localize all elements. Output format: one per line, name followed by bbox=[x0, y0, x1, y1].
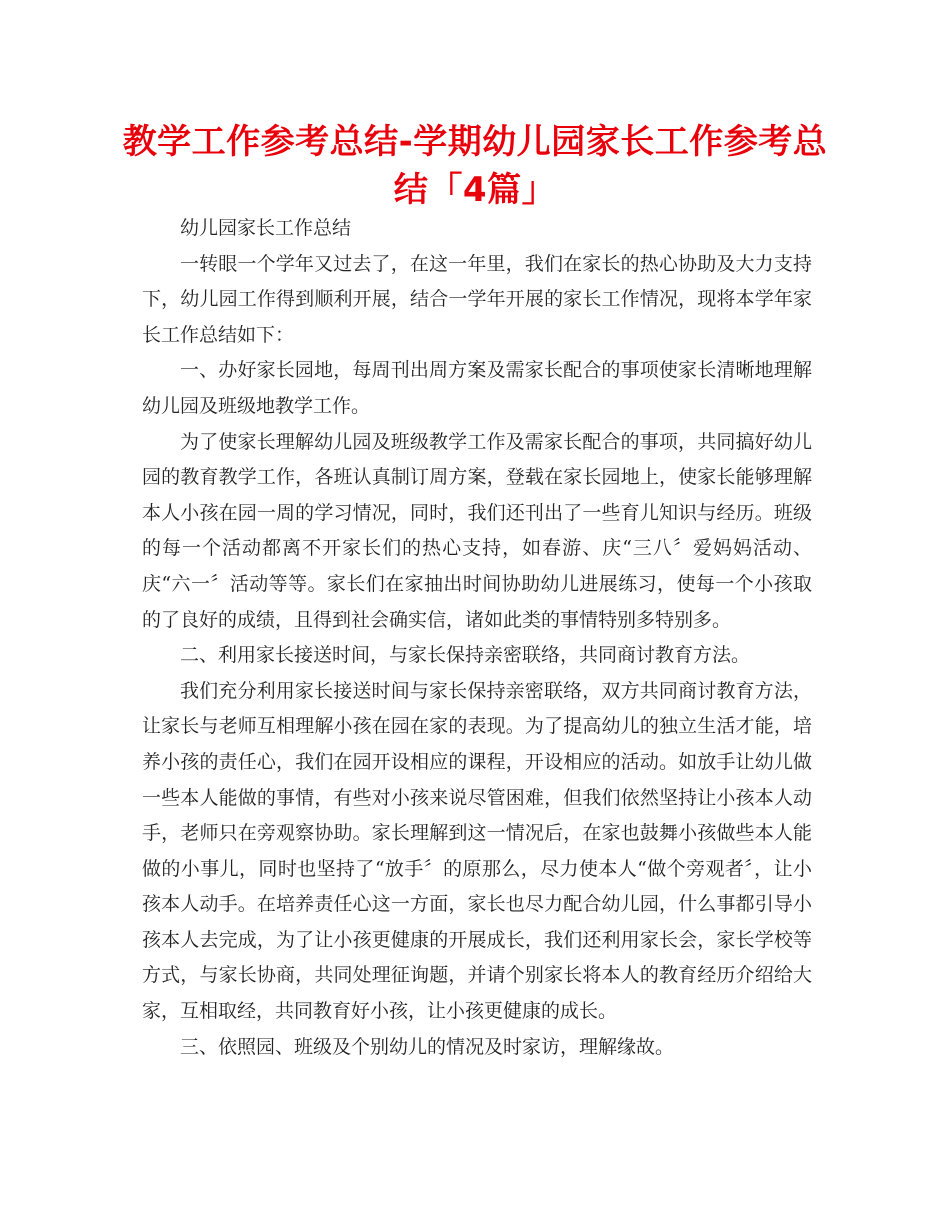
paragraph-point-two: 二、利用家长接送时间，与家长保持亲密联络，共同商讨教育方法。 bbox=[180, 644, 751, 667]
paragraph-intro: 一转眼一个学年又过去了，在这一年里，我们在家长的热心协助及大力支持下，幼儿园工作得到顺利开展，结合一学年开展的家长工作情况，现将本学年家长工作总结如下： bbox=[142, 252, 812, 346]
document-title: 教学工作参考总结-学期幼儿园家长工作参考总结「4篇」 bbox=[122, 122, 828, 210]
section-heading: 幼儿园家长工作总结 bbox=[180, 217, 352, 239]
document-body bbox=[142, 211, 812, 1065]
paragraph-point-one-detail: 为了使家长理解幼儿园及班级教学工作及需家长配合的事项，共同搞好幼儿园的教育教学工作，各班认真制订周方案，登载在家长园地上，使家长能够理解本人小孩在园一周的学习情况，同时，我们还刊出了一些育儿知识与经历。班级的每一个活动都离不开家长们的热心支持，如春游、庆“三八〞爱妈妈活动、庆“六一〞活动等等。家长们在家抽出时间协助幼儿进展练习，使每一个小孩取的了良好的成绩，且得到社会确实信，诸如此类的事情特别多特别多。 bbox=[142, 430, 812, 631]
paragraph-point-one: 一、办好家长园地，每周刊出周方案及需家长配合的事项使家长清晰地理解幼儿园及班级地教学工作。 bbox=[142, 359, 812, 417]
paragraph-point-two-detail: 我们充分利用家长接送时间与家长保持亲密联络，双方共同商讨教育方法，让家长与老师互相理解小孩在园在家的表现。为了提高幼儿的独立生活才能，培养小孩的责任心，我们在园开设相应的课程，开设相应的活动。如放手让幼儿做一些本人能做的事情，有些对小孩来说尽管困难，但我们依然坚持让小孩本人动手，老师只在旁观察协助。家长理解到这一情况后，在家也鼓舞小孩做些本人能做的小事儿，同时也坚持了“放手〞的原那么，尽力使本人“做个旁观者〞，让小孩本人动手。在培养责任心这一方面，家长也尽力配合幼儿园，什么事都引导小孩本人去完成，为了让小孩更健康的开展成长，我们还利用家长会，家长学校等方式，与家长协商，共同处理征询题，并请个别家长将本人的教育经历介绍给大家，互相取经，共同教育好小孩，让小孩更健康的成长。 bbox=[142, 679, 812, 1023]
paragraph-point-three: 三、依照园、班级及个别幼儿的情况及时家访，理解缘故。 bbox=[180, 1035, 675, 1058]
